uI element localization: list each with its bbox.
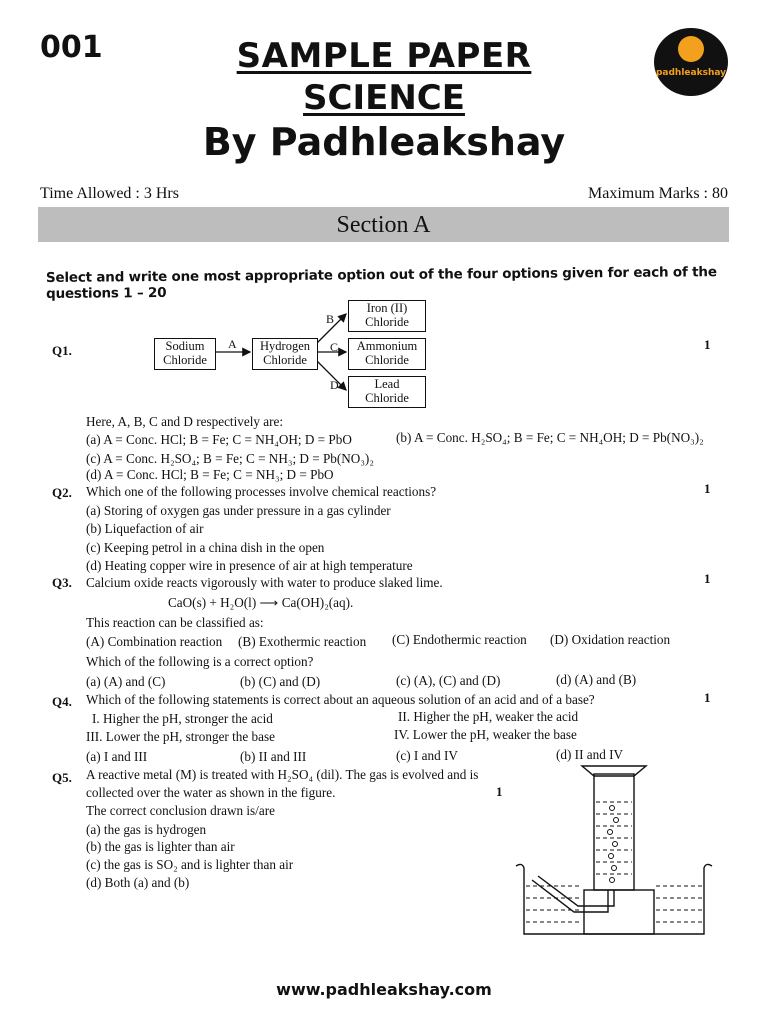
- q3-stem: Calcium oxide reacts vigorously with water to produce slaked lime.: [86, 575, 443, 590]
- section-heading: Section A: [38, 207, 729, 242]
- title-author: By Padhleakshay: [202, 120, 566, 164]
- q1-option-b: (b) A = Conc. H₂SO₄; B = Fe; C = NH₄OH; D = Pb(NO₃)₂: [396, 430, 704, 445]
- q5-stem-line2: collected over the water as shown in the figure.: [86, 785, 336, 800]
- box-lead-chloride: Lead Chloride: [348, 376, 426, 408]
- instructions: Select and write one most appropriate option out of the four options given for each of the questions 1 – 20: [45, 264, 717, 302]
- q3-option-b: (b) (C) and (D): [240, 674, 321, 689]
- q3-classify: This reaction can be classified as:: [86, 615, 264, 630]
- q2-stem: Which one of the following processes involve chemical reactions?: [86, 484, 437, 499]
- q5-number: Q5.: [52, 770, 72, 785]
- q3-marks: 1: [704, 571, 711, 586]
- box-ammonium-chloride: Ammonium Chloride: [348, 338, 426, 370]
- q1-option-d: (d) A = Conc. HCl; B = Fe; C = NH₃; D = PbO: [86, 467, 334, 482]
- q3-choice-b: (B) Exothermic reaction: [238, 634, 367, 649]
- gas-collection-apparatus: [512, 762, 716, 938]
- q3-option-d: (d) (A) and (B): [556, 672, 637, 687]
- q5-option-d: (d) Both (a) and (b): [86, 875, 190, 890]
- box-hydrogen-chloride: Hydrogen Chloride: [252, 338, 318, 370]
- box-sodium-chloride: Sodium Chloride: [154, 338, 216, 370]
- q2-marks: 1: [704, 481, 711, 496]
- q2-option-b: (b) Liquefaction of air: [86, 521, 204, 536]
- title-subject: SCIENCE: [303, 78, 465, 118]
- q3-choice-a: (A) Combination reaction: [86, 634, 223, 649]
- q4-statement-1: I. Higher the pH, stronger the acid: [92, 711, 273, 726]
- q1-marks: 1: [704, 337, 711, 352]
- title-sample-paper: SAMPLE PAPER: [236, 36, 532, 76]
- q4-option-c: (c) I and IV: [396, 748, 458, 763]
- q3-number: Q3.: [52, 575, 72, 590]
- q4-stem: Which of the following statements is correct about an aqueous solution of an acid and of a base?: [86, 692, 595, 707]
- q5-marks: 1: [496, 784, 503, 799]
- arrow-label-a: A: [228, 337, 237, 351]
- brand-logo: [654, 28, 728, 96]
- q5-option-c: (c) the gas is SO₂ and is lighter than air: [86, 857, 294, 872]
- q2-option-d: (d) Heating copper wire in presence of air at high temperature: [86, 558, 413, 573]
- q4-number: Q4.: [52, 694, 72, 709]
- q1-option-c: (c) A = Conc. H₂SO₄; B = Fe; C = NH₃; D = Pb(NO₃)₂: [86, 451, 374, 466]
- lightbulb-icon: [678, 36, 704, 62]
- paper-code: 001: [40, 30, 103, 65]
- q2-option-c: (c) Keeping petrol in a china dish in the open: [86, 540, 325, 555]
- q3-option-c: (c) (A), (C) and (D): [396, 673, 501, 688]
- q5-prompt: The correct conclusion drawn is/are: [86, 803, 275, 818]
- q1-flow-diagram: [150, 298, 440, 410]
- q1-option-a: (a) A = Conc. HCl; B = Fe; C = NH₄OH; D = PbO: [86, 432, 352, 447]
- q4-statement-4: IV. Lower the pH, weaker the base: [394, 727, 577, 742]
- q5-option-b: (b) the gas is lighter than air: [86, 839, 235, 854]
- q4-statement-2: II. Higher the pH, weaker the acid: [398, 709, 579, 724]
- box-iron-chloride: Iron (II) Chloride: [348, 300, 426, 332]
- q4-statement-3: III. Lower the pH, stronger the base: [86, 729, 275, 744]
- q5-option-a: (a) the gas is hydrogen: [86, 822, 207, 837]
- q5-stem-line1: A reactive metal (M) is treated with H₂SO₄ (dil). The gas is evolved and is: [86, 767, 479, 782]
- q4-marks: 1: [704, 690, 711, 705]
- q1-stem: Here, A, B, C and D respectively are:: [86, 414, 284, 429]
- footer-url: www.padhleakshay.com: [276, 980, 492, 999]
- q2-option-a: (a) Storing of oxygen gas under pressure in a gas cylinder: [86, 503, 391, 518]
- maximum-marks: Maximum Marks : 80: [588, 185, 728, 202]
- q4-option-a: (a) I and III: [86, 749, 148, 764]
- arrow-label-c: C: [330, 340, 339, 354]
- q3-equation: CaO(s) + H₂O(l) ⟶ Ca(OH)₂(aq).: [168, 595, 354, 610]
- q4-option-d: (d) II and IV: [556, 747, 624, 762]
- time-allowed: Time Allowed : 3 Hrs: [40, 185, 179, 202]
- logo-text: padhleakshay: [655, 68, 727, 78]
- q3-option-a: (a) (A) and (C): [86, 674, 166, 689]
- q4-option-b: (b) II and III: [240, 749, 307, 764]
- q1-number: Q1.: [52, 343, 72, 358]
- arrow-label-b: B: [326, 312, 335, 326]
- q3-choice-c: (C) Endothermic reaction: [392, 632, 527, 647]
- q2-number: Q2.: [52, 485, 72, 500]
- q3-prompt: Which of the following is a correct option?: [86, 654, 314, 669]
- q3-choice-d: (D) Oxidation reaction: [550, 632, 671, 647]
- arrow-label-d: D: [330, 378, 339, 392]
